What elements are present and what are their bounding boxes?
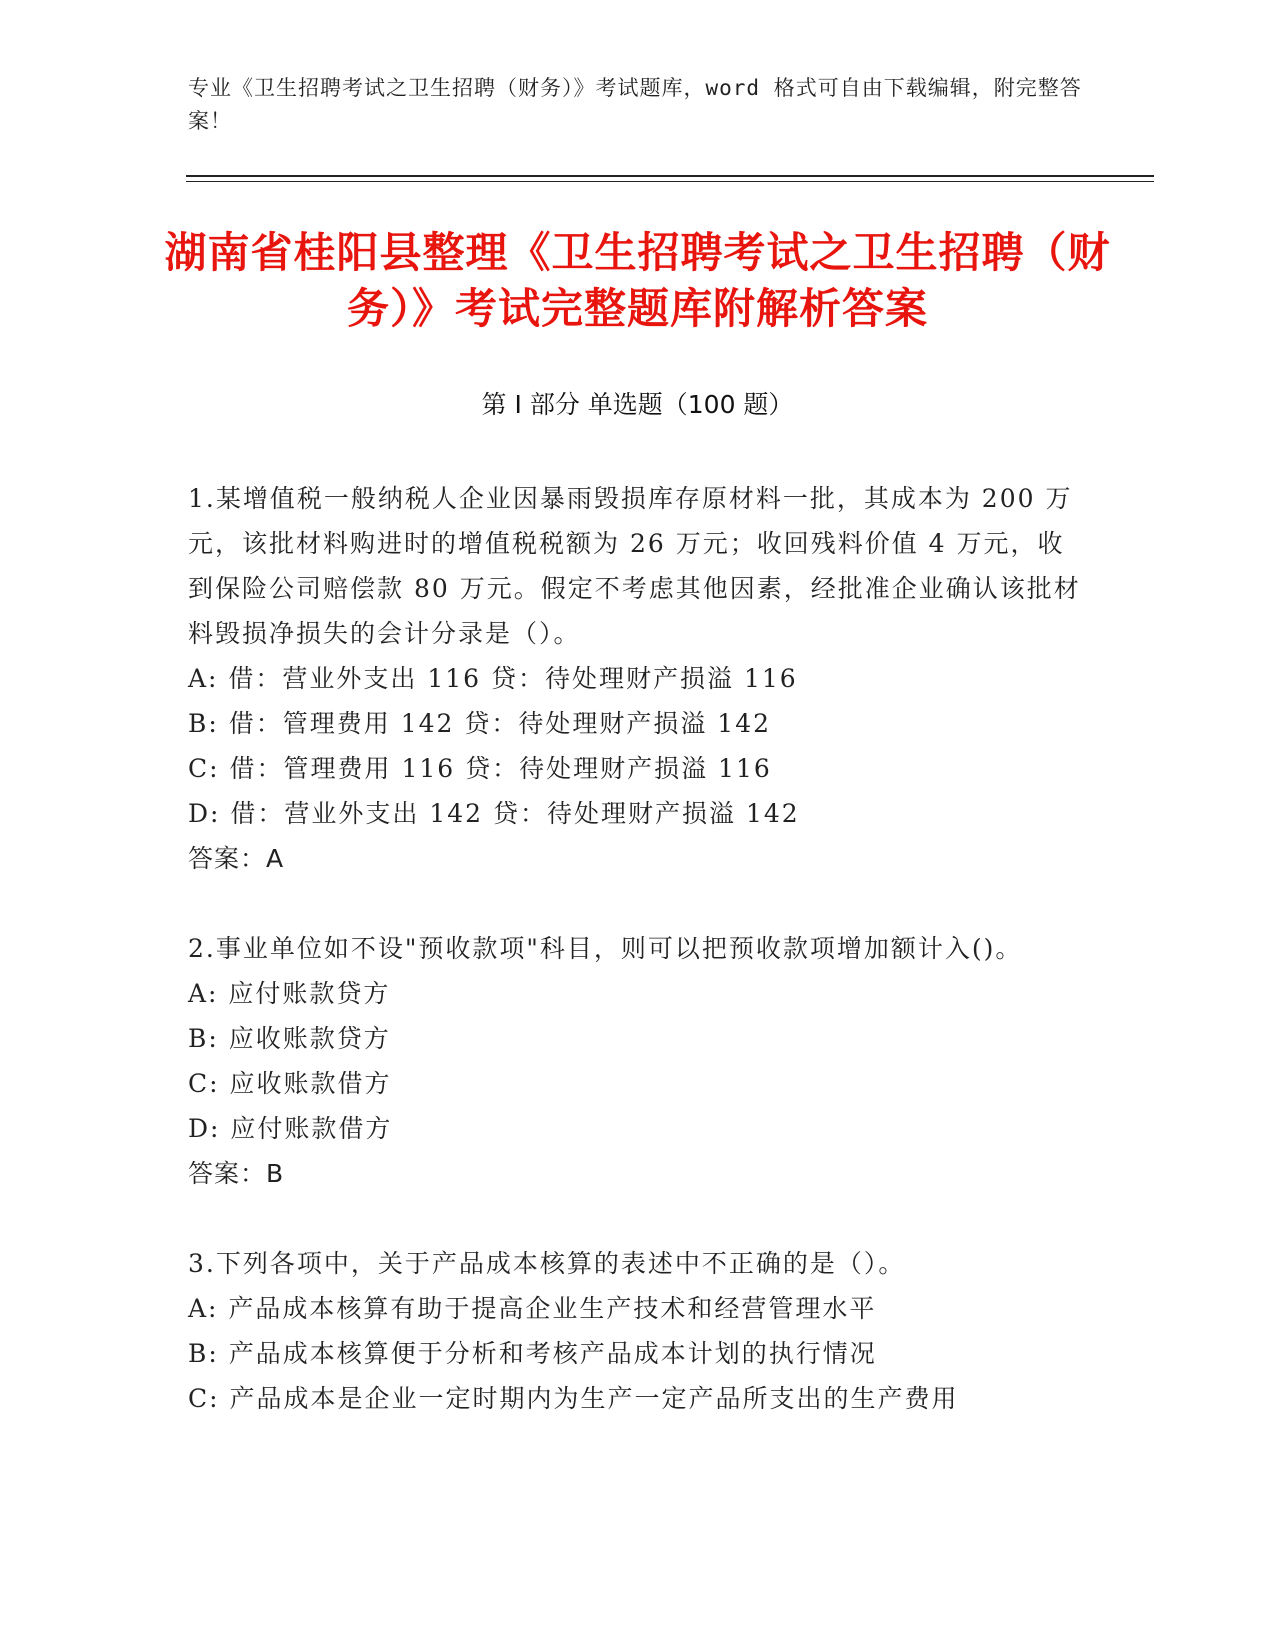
answer-line: 答案：B xyxy=(188,1159,285,1188)
question-2 xyxy=(188,926,1088,1196)
document-title: 湖南省桂阳县整理《卫生招聘考试之卫生招聘（财务）》考试完整题库附解析答案 xyxy=(164,228,1111,333)
question-stem: 3.下列各项中，关于产品成本核算的表述中不正确的是（）。 xyxy=(188,1249,906,1278)
answer-line: 答案：A xyxy=(188,844,285,873)
question-1 xyxy=(188,476,1088,881)
option-d: D: 借：营业外支出 142 贷：待处理财产损溢 142 xyxy=(188,799,800,828)
question-3 xyxy=(188,1241,1088,1421)
option-c: C: 产品成本是企业一定时期内为生产一定产品所支出的生产费用 xyxy=(188,1384,959,1413)
section-heading: 第 I 部分 单选题（100 题） xyxy=(481,390,794,419)
header-rule-thick xyxy=(186,175,1154,177)
option-a: A: 借：营业外支出 116 贷：待处理财产损溢 116 xyxy=(188,664,798,693)
option-c: C: 借：管理费用 116 贷：待处理财产损溢 116 xyxy=(188,754,772,783)
question-stem: 1.某增值税一般纳税人企业因暴雨毁损库存原材料一批，其成本为 200 万元，该批材料购进时的增值税税额为 26 万元；收回残料价值 4 万元，收到保险公司赔偿款 80 万元。假定不考虑其他因素，经批准企业确认该批材料毁损净损失的会计分录是（）。 xyxy=(188,484,1081,648)
option-d: D: 应付账款借方 xyxy=(188,1114,393,1143)
option-b: B: 产品成本核算便于分析和考核产品成本计划的执行情况 xyxy=(188,1339,877,1368)
option-b: B: 借：管理费用 142 贷：待处理财产损溢 142 xyxy=(188,709,772,738)
option-a: A: 应付账款贷方 xyxy=(188,979,391,1008)
header-note: 专业《卫生招聘考试之卫生招聘（财务）》考试题库，word 格式可自由下载编辑，附完整答案！ xyxy=(188,76,1082,133)
option-c: C: 应收账款借方 xyxy=(188,1069,392,1098)
header-rule-thin xyxy=(186,181,1154,182)
option-b: B: 应收账款贷方 xyxy=(188,1024,391,1053)
option-a: A: 产品成本核算有助于提高企业生产技术和经营管理水平 xyxy=(188,1294,877,1323)
question-stem: 2.事业单位如不设"预收款项"科目，则可以把预收款项增加额计入()。 xyxy=(188,934,1023,963)
question-list xyxy=(188,476,1088,1421)
